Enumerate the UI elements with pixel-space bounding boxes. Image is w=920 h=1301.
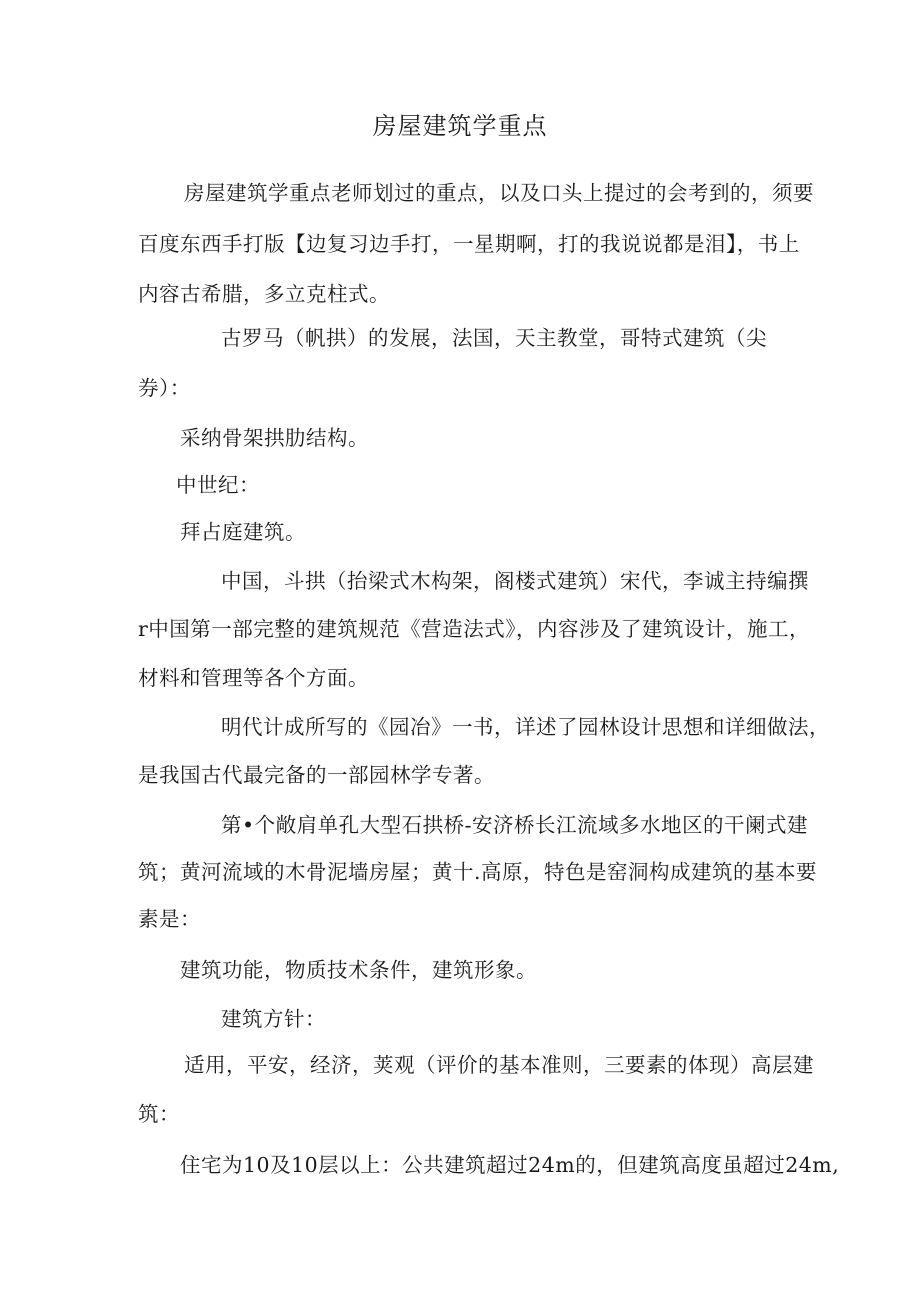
paragraph-line: 建筑方针： xyxy=(221,1007,326,1031)
paragraph-line: 采纳骨架拱肋结构。 xyxy=(180,426,369,450)
paragraph-line: 第•个敞肩单孔大型石拱桥-安济桥长江流域多水地区的干阑式建 xyxy=(221,813,809,837)
paragraph-line: 百度东西手打版【边复习边手打，一星期啊，打的我说说都是泪】，书上 xyxy=(138,232,800,256)
paragraph-line: 中国，斗拱（抬梁式木构架，阁楼式建筑）宋代，李诚主持编撰 xyxy=(221,569,809,593)
document-title: 房屋建筑学重点 xyxy=(372,112,548,140)
paragraph-line: 建筑功能，物质技术条件，建筑形象。 xyxy=(180,958,537,982)
paragraph-line: 明代计成所写的《园冶》一书，详述了园林设计思想和详细做法， xyxy=(221,715,830,739)
paragraph-line: 内容古希腊，多立克柱式。 xyxy=(138,282,390,306)
paragraph-line: 素是： xyxy=(138,907,201,931)
paragraph-line: 中世纪： xyxy=(176,473,260,497)
paragraph-line: r中国第一部完整的建筑规范《营造法式》，内容涉及了建筑设计，施工， xyxy=(138,617,811,641)
paragraph-line: 古罗马（帆拱）的发展，法国，天主教堂，哥特式建筑（尖 xyxy=(221,326,767,350)
paragraph-line: 筑： xyxy=(138,1102,180,1126)
paragraph-line: 拜占庭建筑。 xyxy=(180,520,306,544)
paragraph-line: 筑；黄河流域的木骨泥墙房屋；黄十.高原，特色是窑洞构成建筑的基本要 xyxy=(138,860,818,884)
paragraph-line: 材料和管理等各个方面。 xyxy=(138,666,369,690)
paragraph-line: 适用，平安，经济，荚观（评价的基本准则，三要素的体现）高层建 xyxy=(184,1053,814,1077)
paragraph-line: 是我国古代最完备的一部园林学专著。 xyxy=(138,763,495,787)
paragraph-line: 房屋建筑学重点老师划过的重点，以及口头上提过的会考到的，须要 xyxy=(184,181,814,205)
paragraph-line: 券）： xyxy=(138,376,191,400)
paragraph-line: 住宅为10及10层以上：公共建筑超过24m的，但建筑高度虽超过24m, xyxy=(180,1153,840,1177)
